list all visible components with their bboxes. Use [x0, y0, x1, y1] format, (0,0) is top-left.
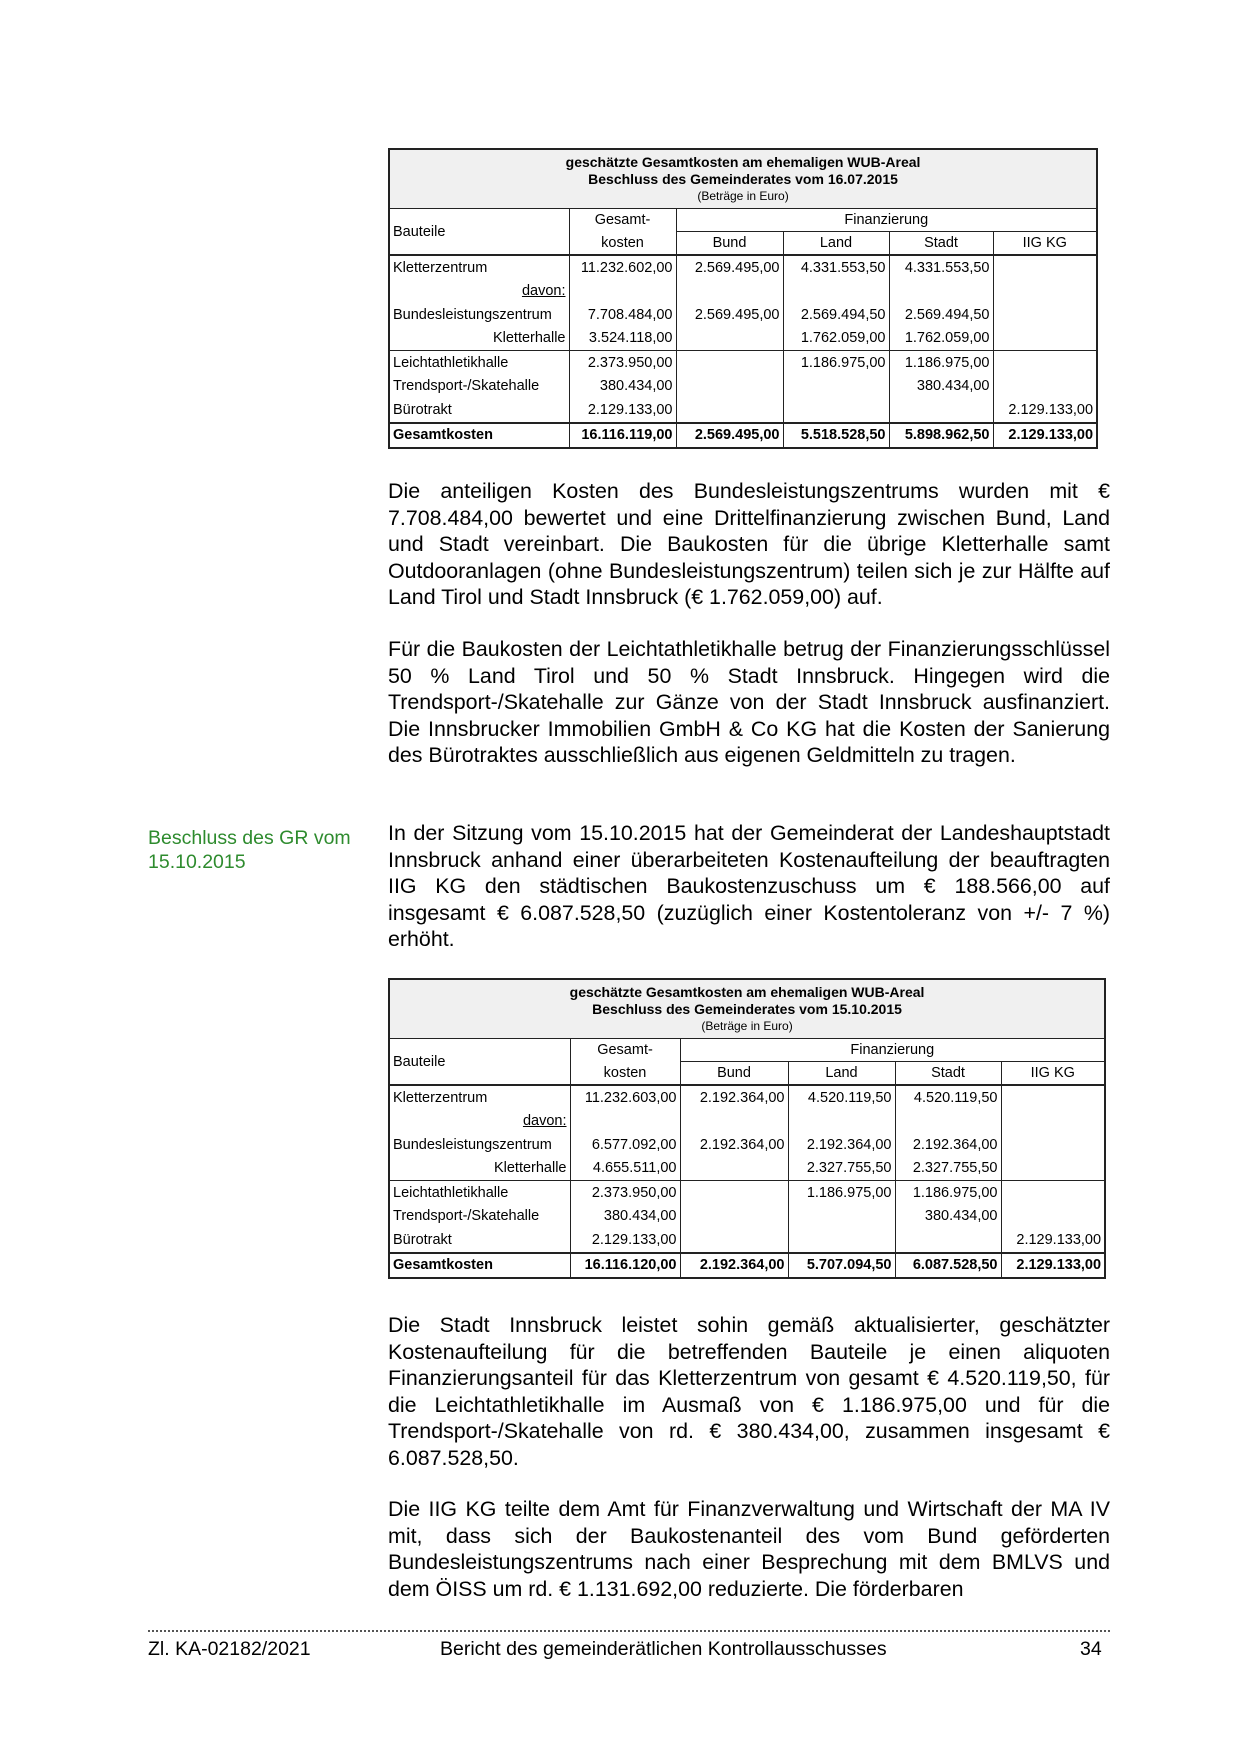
cell-bund [676, 398, 783, 423]
cell-iig [993, 351, 1097, 375]
cell-gesamt: 6.577.092,00 [570, 1133, 680, 1157]
cell-iig [1001, 1205, 1105, 1229]
cell-land: 1.186.975,00 [788, 1181, 895, 1205]
table-row [389, 303, 1097, 327]
cell-gesamt: 380.434,00 [569, 375, 676, 399]
cell-stadt: 2.569.494,50 [889, 303, 993, 327]
cell-iig [993, 303, 1097, 327]
paragraph-3: In der Sitzung vom 15.10.2015 hat der Gemeinderat der Landeshauptstadt Innsbruck anhand einer überarbeiteten Kostenaufteilung der beauftragten IIG KG den städtischen Baukostenzuschuss um € 188.566,00 auf insgesamt € 6.087.528,50 (zuzüglich einer Kostentoleranz von +/- 7 %) erhöht. [388, 821, 1110, 951]
table-heading [389, 149, 1097, 209]
cell-iig [1001, 1133, 1105, 1157]
cell-iig [993, 327, 1097, 351]
cell-gesamt: 2.373.950,00 [570, 1181, 680, 1205]
cell-land: 4.520.119,50 [788, 1085, 895, 1110]
page-number: 34 [1080, 1638, 1102, 1660]
row-label-davon: davon: [521, 283, 566, 300]
row-label: Leichtathletikhalle [389, 1181, 570, 1205]
table-subtitle: Beschluss des Gemeinderates vom 16.07.2015 [588, 171, 898, 187]
cell-stadt: 1.186.975,00 [889, 351, 993, 375]
row-label: Kletterhalle [493, 1160, 567, 1177]
table-note: (Beträge in Euro) [697, 189, 789, 203]
cell-bund: 2.192.364,00 [680, 1253, 788, 1279]
cell-bund: 2.192.364,00 [680, 1085, 788, 1110]
row-label: Bürotrakt [393, 1231, 452, 1248]
table-row [389, 1228, 1105, 1253]
col-header-stadt: Stadt [889, 232, 993, 256]
row-label: Kletterzentrum [393, 259, 488, 276]
cell-iig: 2.129.133,00 [993, 423, 1097, 449]
row-label: Kletterzentrum [393, 1089, 488, 1106]
cell-gesamt: 3.524.118,00 [569, 327, 676, 351]
cell-iig [1001, 1157, 1105, 1181]
cell-bund: 2.569.495,00 [676, 303, 783, 327]
cell-land: 2.327.755,50 [788, 1157, 895, 1181]
cell-gesamt: 2.373.950,00 [569, 351, 676, 375]
paragraph-1: Die anteiligen Kosten des Bundesleistungszentrums wurden mit € 7.708.484,00 bewertet und eine Drittelfinanzierung zwischen Bund, Land und Stadt vereinbart. Die Baukosten für die übrige Kletterhalle samt Outdooranlagen (ohne Bundesleistungszentrum) teilen sich je zur Hälfte auf Land Tirol und Stadt Innsbruck (€ 1.762.059,00) auf. [388, 479, 1110, 609]
cell-iig: 2.129.133,00 [993, 398, 1097, 423]
table-row [389, 280, 1097, 304]
cell-iig [993, 255, 1097, 280]
cell-land [788, 1205, 895, 1229]
cell-bund [676, 351, 783, 375]
col-header-bauteile: Bauteile [389, 209, 569, 256]
cell-land: 1.762.059,00 [783, 327, 889, 351]
cell-gesamt: 380.434,00 [570, 1205, 680, 1229]
table-row [389, 1157, 1105, 1181]
cell-stadt: 2.327.755,50 [895, 1157, 1001, 1181]
cell-bund [680, 1181, 788, 1205]
cell-bund [680, 1157, 788, 1181]
cell-gesamt: 11.232.602,00 [569, 255, 676, 280]
col-header-bund: Bund [680, 1062, 788, 1086]
cell-bund [676, 375, 783, 399]
cell-gesamt: 7.708.484,00 [569, 303, 676, 327]
row-label: Trendsport-/Skatehalle [393, 1208, 540, 1225]
row-label-davon: davon: [522, 1113, 567, 1130]
table-row [389, 1085, 1105, 1110]
col-header-finanzierung: Finanzierung [676, 209, 1097, 232]
cell-gesamt: 16.116.119,00 [569, 423, 676, 449]
row-label: Bundesleistungszentrum [393, 306, 552, 323]
footer-reference: Zl. KA-02182/2021 [148, 1638, 311, 1660]
cell-stadt [895, 1228, 1001, 1253]
col-header-gesamt-2: kosten [569, 232, 676, 256]
cell-bund [680, 1228, 788, 1253]
col-header-gesamt-2: kosten [570, 1062, 680, 1086]
row-label: Gesamtkosten [389, 423, 569, 449]
col-header-gesamt-1: Gesamt- [569, 209, 676, 232]
cell-iig: 2.129.133,00 [1001, 1228, 1105, 1253]
cell-stadt: 4.520.119,50 [895, 1085, 1001, 1110]
col-header-land: Land [783, 232, 889, 256]
cell-land: 4.331.553,50 [783, 255, 889, 280]
cell-stadt: 1.762.059,00 [889, 327, 993, 351]
cell-bund: 2.569.495,00 [676, 423, 783, 449]
cell-stadt: 6.087.528,50 [895, 1253, 1001, 1279]
cell-stadt: 380.434,00 [895, 1205, 1001, 1229]
table-row [389, 398, 1097, 423]
row-label: Gesamtkosten [389, 1253, 570, 1279]
cost-table-16-07-2015 [388, 148, 1098, 449]
paragraph-2: Für die Baukosten der Leichtathletikhalle betrug der Finanzierungsschlüssel 50 % Land Tirol und 50 % Stadt Innsbruck. Hingegen wird die Trendsport-/Skatehalle zur Gänze von der Stadt Innsbruck ausfinanziert. Die Innsbrucker Immobilien GmbH & Co KG hat die Kosten der Sanierung des Bürotraktes ausschließlich aus eigenen Geldmitteln zu tragen. [388, 637, 1110, 767]
cell-bund: 2.192.364,00 [680, 1133, 788, 1157]
cell-stadt [889, 398, 993, 423]
table-note: (Beträge in Euro) [701, 1019, 793, 1033]
cell-land: 2.192.364,00 [788, 1133, 895, 1157]
row-label: Leichtathletikhalle [389, 351, 569, 375]
col-header-land: Land [788, 1062, 895, 1086]
table-row [389, 1205, 1105, 1229]
col-header-bund: Bund [676, 232, 783, 256]
cell-land [783, 398, 889, 423]
col-header-iig: IIG KG [993, 232, 1097, 256]
cell-land [783, 375, 889, 399]
row-label: Bürotrakt [393, 401, 452, 418]
cell-stadt: 2.192.364,00 [895, 1133, 1001, 1157]
col-header-gesamt-1: Gesamt- [570, 1039, 680, 1062]
table-row [389, 375, 1097, 399]
cell-gesamt: 2.129.133,00 [569, 398, 676, 423]
footer-title: Bericht des gemeinderätlichen Kontrollausschusses [440, 1638, 887, 1660]
paragraph-5: Die IIG KG teilte dem Amt für Finanzverwaltung und Wirtschaft der MA IV mit, dass sich der Baukostenanteil des vom Bund geförderten Bundesleistungszentrums nach einer Besprechung mit dem BMLVS und dem ÖISS um rd. € 1.131.692,00 reduzierte. Die förderbaren [388, 1497, 1110, 1601]
cell-iig [1001, 1181, 1105, 1205]
cell-gesamt: 4.655.511,00 [570, 1157, 680, 1181]
paragraph-4: Die Stadt Innsbruck leistet sohin gemäß aktualisierter, geschätzter Kostenaufteilung für die betreffenden Bauteile je einen aliquoten Finanzierungsanteil für das Kletterzentrum von gesamt € 4.520.119,50, für die Leichtathletikhalle im Ausmaß von € 1.186.975,00 und für die Trendsport-/Skatehalle von rd. € 380.434,00, zusammen insgesamt € 6.087.528,50. [388, 1313, 1110, 1470]
table-row [389, 255, 1097, 280]
table-total-row [389, 1253, 1105, 1279]
cell-iig: 2.129.133,00 [1001, 1253, 1105, 1279]
cell-bund [680, 1205, 788, 1229]
cell-bund [676, 327, 783, 351]
table-title: geschätzte Gesamtkosten am ehemaligen WUB-Areal [565, 154, 921, 170]
cost-table-15-10-2015 [388, 978, 1106, 1279]
table-row [389, 351, 1097, 375]
cell-stadt: 4.331.553,50 [889, 255, 993, 280]
cell-gesamt: 2.129.133,00 [570, 1228, 680, 1253]
cell-gesamt: 11.232.603,00 [570, 1085, 680, 1110]
table-row [389, 1133, 1105, 1157]
cell-iig [993, 375, 1097, 399]
footer-divider [148, 1630, 1110, 1632]
table-subtitle: Beschluss des Gemeinderates vom 15.10.2015 [592, 1001, 902, 1017]
table-row [389, 327, 1097, 351]
cell-gesamt: 16.116.120,00 [570, 1253, 680, 1279]
table-total-row [389, 423, 1097, 449]
table-heading [389, 979, 1105, 1039]
cell-stadt: 1.186.975,00 [895, 1181, 1001, 1205]
col-header-iig: IIG KG [1001, 1062, 1105, 1086]
cell-stadt: 380.434,00 [889, 375, 993, 399]
margin-note: Beschluss des GR vom 15.10.2015 [148, 827, 351, 873]
col-header-finanzierung: Finanzierung [680, 1039, 1105, 1062]
cell-iig [1001, 1085, 1105, 1110]
table-title: geschätzte Gesamtkosten am ehemaligen WUB-Areal [569, 984, 925, 1000]
cell-land: 5.707.094,50 [788, 1253, 895, 1279]
cell-bund: 2.569.495,00 [676, 255, 783, 280]
table-row [389, 1181, 1105, 1205]
table-row [389, 1110, 1105, 1134]
cell-land [788, 1228, 895, 1253]
cell-land: 1.186.975,00 [783, 351, 889, 375]
row-label: Kletterhalle [492, 330, 566, 347]
cell-land: 2.569.494,50 [783, 303, 889, 327]
cell-land: 5.518.528,50 [783, 423, 889, 449]
row-label: Trendsport-/Skatehalle [393, 378, 540, 395]
cell-stadt: 5.898.962,50 [889, 423, 993, 449]
col-header-bauteile: Bauteile [389, 1039, 570, 1086]
col-header-stadt: Stadt [895, 1062, 1001, 1086]
row-label: Bundesleistungszentrum [393, 1136, 552, 1153]
